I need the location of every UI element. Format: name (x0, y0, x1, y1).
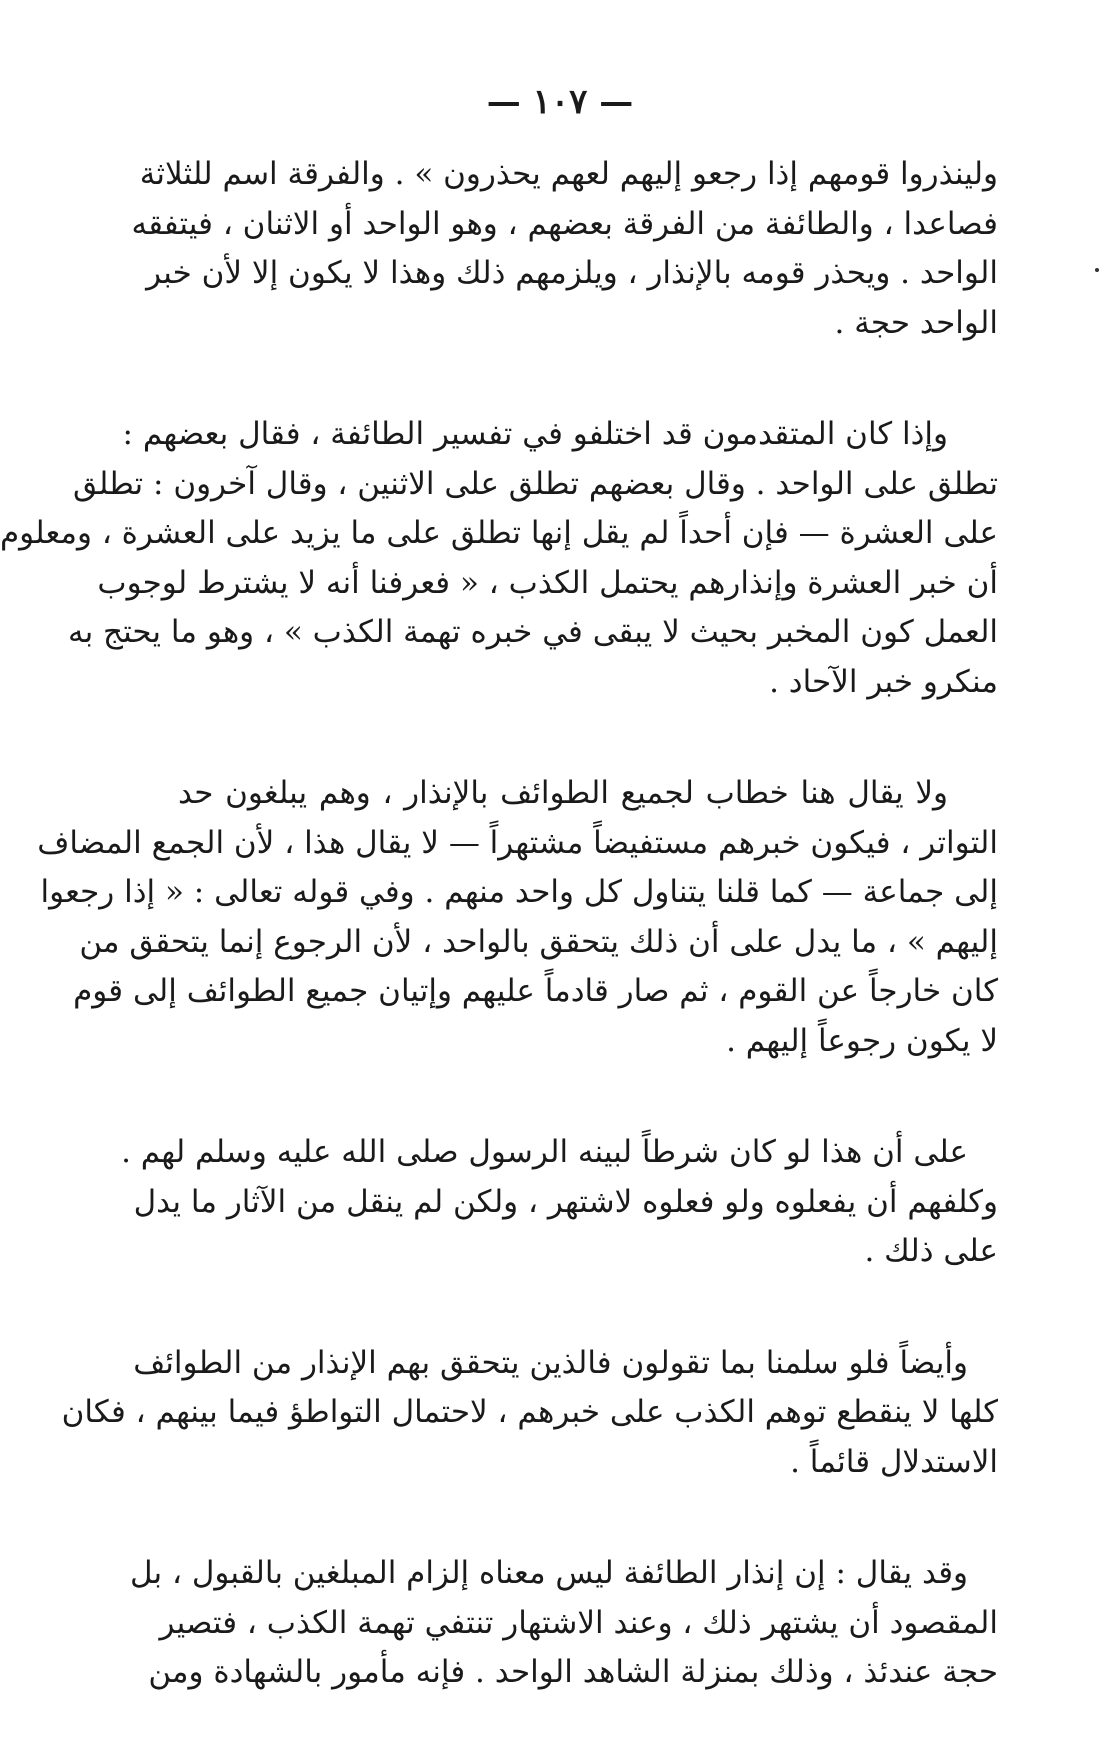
page-body (0, 150, 998, 1760)
text-line: الواحد حجة . (834, 304, 998, 341)
text-line: الواحد . ويحذر قومه بالإنذار ، ويلزمهم ذلك وهذا لا يكون إلا لأن خبر (146, 255, 998, 291)
paragraph-6 (130, 1549, 998, 1698)
text-line: وإذا كان المتقدمون قد اختلفو في تفسير الطائفة ، فقال بعضهم : (122, 416, 948, 452)
paragraph-5 (61, 1339, 998, 1488)
text-line: على ذلك . (864, 1233, 998, 1269)
text-line: وكلفهم أن يفعلوه ولو فعلوه لاشتهر ، ولكن لم ينقل من الآثار ما يدل (133, 1183, 998, 1220)
text-line: منكرو خبر الآحاد . (769, 663, 998, 700)
text-line: إلى جماعة — كما قلنا يتناول كل واحد منهم . وفي قوله تعالى : « إذا رجعوا (40, 874, 998, 910)
text-line: على العشرة — فإن أحداً لم يقل إنها تطلق على ما يزيد على العشرة ، ومعلوم (0, 515, 998, 551)
text-line: وأيضاً فلو سلمنا بما تقولون فالذين يتحقق بهم الإنذار من الطوائف (133, 1344, 968, 1381)
text-line: تطلق على الواحد . وقال بعضهم تطلق على الاثنين ، وقال آخرون : تطلق (73, 465, 998, 502)
text-line: لا يكون رجوعاً إليهم . (726, 1022, 998, 1059)
text-line: حجة عندئذ ، وذلك بمنزلة الشاهد الواحد . فإنه مأمور بالشهادة ومن (148, 1654, 998, 1690)
text-line: وقد يقال : إن إنذار الطائفة ليس معناه إلزام المبلغين بالقبول ، بل (130, 1555, 968, 1591)
text-line: على أن هذا لو كان شرطاً لبينه الرسول صلى الله عليه وسلم لهم . (121, 1134, 968, 1170)
text-line: إليهم » ، ما يدل على أن ذلك يتحقق بالواحد ، لأن الرجوع إنما يتحقق من (79, 923, 998, 960)
paragraph-1 (131, 150, 998, 348)
text-line: المقصود أن يشتهر ذلك ، وعند الاشتهار تنتفي تهمة الكذب ، فتصير (159, 1604, 998, 1641)
text-line: كلها لا ينقطع توهم الكذب على خبرهم ، لاحتمال التواطؤ فيما بينهم ، فكان (61, 1394, 998, 1430)
text-line: ولينذروا قومهم إذا رجعو إليهم لعهم يحذرون » . والفرقة اسم للثلاثة (139, 156, 998, 192)
text-line: التواتر ، فيكون خبرهم مستفيضاً مشتهراً — لا يقال هذا ، لأن الجمع المضاف (37, 824, 998, 861)
text-line: أن خبر العشرة وإنذارهم يحتمل الكذب ، « فعرفنا أنه لا يشترط لوجوب (97, 564, 998, 601)
page-number: — ١٠٧ — (486, 82, 634, 122)
paragraph-3 (37, 769, 998, 1066)
text-line: الاستدلال قائماً . (790, 1443, 998, 1480)
text-line: فصاعدا ، والطائفة من الفرقة بعضهم ، وهو الواحد أو الاثنان ، فيتفقه (131, 205, 998, 242)
margin-mark (1095, 268, 1099, 272)
text-line: ولا يقال هنا خطاب لجميع الطوائف بالإنذار ، وهم يبلغون حد (178, 775, 948, 811)
text-line: كان خارجاً عن القوم ، ثم صار قادماً عليهم وإتيان جميع الطوائف إلى قوم (73, 973, 998, 1009)
paragraph-4 (121, 1128, 998, 1277)
paragraph-2 (0, 410, 998, 707)
text-line: العمل كون المخبر بحيث لا يبقى في خبره تهمة الكذب » ، وهو ما يحتج به (67, 614, 998, 650)
